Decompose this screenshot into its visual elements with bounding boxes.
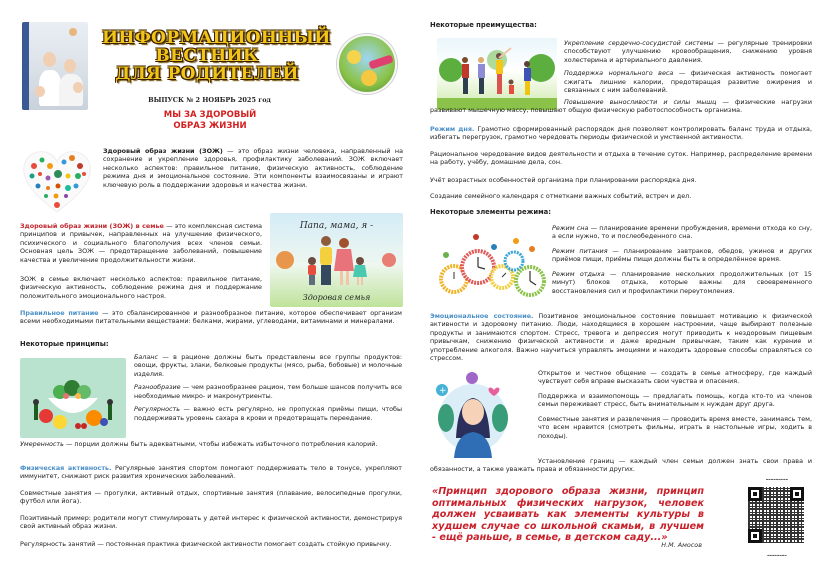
regime-text: — планирование нескольких продолжительных (от 15 минут) блоков отдыха, которые важны для своевременного восстановления сил и профилактики переутомления.	[552, 269, 813, 295]
principle-item	[134, 405, 402, 422]
benefit-text: — физическая активность помогает сжигать лишние калории, предотвращая развитие ожирения и связанных с ним заболеваний.	[564, 69, 812, 95]
regime-item	[552, 270, 812, 295]
newsletter-title	[102, 28, 331, 84]
subtitle-line: ОБРАЗ ЖИЗНИ	[173, 120, 247, 131]
benefit-term: Укрепление сердечно-сосудистой системы	[564, 39, 714, 47]
emotion-paragraph	[430, 312, 812, 363]
emotion-item: Установление границ — каждый член семьи должен знать свои права и обязанности, а также уважать права и обязанности других.	[430, 457, 812, 474]
principle-text: — чем разнообразнее рацион, тем больше шансов получить все необходимые микро- и макронутриенты.	[134, 383, 402, 400]
benefit-item	[564, 69, 812, 94]
regime-list	[552, 224, 812, 295]
healthy-lifestyle-heart-icons	[20, 146, 94, 214]
salad-bowl-illustration	[20, 358, 126, 438]
family-cover-photo	[22, 22, 88, 110]
kindergarten-emblem	[337, 34, 397, 94]
principle-text: — порции должны быть адекватными, чтобы избежать избыточного потребления калорий.	[63, 440, 378, 448]
principles-list	[134, 353, 402, 422]
routine-item: Рациональное чередование видов деятельности и отдыха в течение суток. Например, распределение времени на работу, учёбу, домашние дела, сон.	[430, 150, 812, 167]
family-caption-top: Папа, мама, я -	[299, 221, 374, 231]
intro-term: Здоровый образ жизни (ЗОЖ)	[103, 147, 223, 155]
activity-item: Позитивный пример: родители могут стимулировать у детей интерес к физической активности, демонстрируя свой активный образ жизни.	[20, 514, 402, 531]
intro-text: — это образ жизни человека, направленный на сохранение и укрепление здоровья, профилактику заболеваний. ЗОЖ включает несколько аспектов: правильное питание, физическую активность, соблюдение режима дня и эмоциональное состояние. Эти компоненты взаимосвязаны и играют ключевую роль в поддержании здоровья и качества жизни.	[103, 147, 403, 189]
principle-text: — в рационе должны быть представлены все группы продуктов: овощи, фрукты, злаки, белковые продукты (мясо, рыба, бобовые) и молочные изделия.	[134, 353, 402, 378]
amosov-quote: «Принцип здорового образа жизни, принцип оптимальных физических нагрузок, человек должен усваивать как элементы культуры в худшем случае со школьной скамьи, в лучшем - ещё раньше, в семье, в детском саду...»	[432, 486, 704, 543]
routine-text: Грамотно сформированный распорядок дня позволяет контролировать баланс труда и отдыха, избегать перегрузок, грамотно чередовать периоды физической и умственной активности.	[430, 125, 813, 142]
meditating-woman-illustration	[428, 368, 518, 458]
emotion-list	[538, 369, 812, 440]
activity-item: Совместные занятия — прогулки, активный отдых, спортивные занятия (плавание, велосипедные прогулки, футбол или йога).	[20, 489, 402, 506]
regime-item	[552, 247, 812, 264]
benefit-term: Поддержка нормального веса	[564, 69, 674, 78]
title-line: ИНФОРМАЦИОННЫЙ	[102, 28, 331, 48]
benefit-text: — регулярные тренировки способствуют улучшению кровообращения, снижению уровня холестерина и артериального давления.	[564, 39, 812, 64]
regime-text: — планирование завтраков, обедов, ужинов и других приёмов пищи, приёмы пищи должны быть в определённое время.	[552, 246, 812, 264]
principles-heading: Некоторые принципы:	[20, 340, 109, 348]
routine-term: Режим дня.	[430, 125, 475, 133]
newsletter-subtitle	[130, 110, 290, 131]
right-page	[410, 0, 820, 574]
benefit-item	[430, 98, 812, 115]
regime-term: Режим питания	[552, 246, 608, 255]
principle-term: Умеренность	[20, 440, 64, 448]
nutrition-text: — это сбалансированное и разнообразное питание, которое обеспечивает организм всеми необходимыми питательными веществами: белками, жирами, углеводами, витаминами и минералами.	[20, 309, 403, 326]
issue-number: ВЫПУСК № 2 НОЯБРЬ 2025 год	[148, 96, 271, 104]
regime-text: — планирование времени пробуждения, времени отхода ко сну, а если нужно, то и послеобеденного сна.	[552, 224, 812, 241]
emotion-text: Позитивное эмоциональное состояние повышает мотивацию к физической активности и здоровому питанию. Люди, находящиеся в хорошем настроении, чаще выбирают полезные продукты и занимаются спортом. Стресс, тревога и депрессия могут приводить к нездоровым пищевым привычкам, снижению физической активности и даже вредным привычкам, таким как курение и употребление алкоголя. Важно научиться управлять эмоциями и находить здоровые способы справляться со стрессом.	[430, 312, 813, 363]
regime-term: Режим сна	[552, 224, 589, 232]
emotion-item: Поддержка и взаимопомощь — предлагать помощь, когда кто-то из членов семьи переживает стресс, быть внимательным к нуждам друг друга.	[538, 391, 812, 409]
nutrition-term: Правильное питание	[20, 309, 99, 317]
principle-term: Разнообразие	[134, 383, 181, 392]
subtitle-line: МЫ ЗА ЗДОРОВЫЙ	[163, 110, 257, 120]
family-zozh-term: Здоровый образ жизни (ЗОЖ) в семье	[20, 222, 164, 230]
activity-term: Физическая активность.	[20, 464, 112, 472]
benefit-text: — физические нагрузки развивают мышечную массу, повышают общую физическую работоспособность организма.	[430, 98, 812, 115]
regime-item	[552, 224, 812, 241]
emotion-item: Открытое и честное общение — создать в семье атмосферу, где каждый чувствует себя вправе высказать свои чувства и опасения.	[538, 369, 812, 386]
title-line: ДЛЯ РОДИТЕЛЕЙ	[115, 63, 299, 84]
benefit-term: Повышение выносливости и силы мышц	[564, 98, 717, 106]
qr-finder-pattern	[748, 529, 762, 543]
qr-finder-pattern	[748, 487, 762, 501]
svg-text:+: +	[439, 386, 447, 396]
family-zozh-text: — это комплексная система принципов и привычек, направленных на улучшение физического, психического и социального благополучия всех членов семьи. Основная цель ЗОЖ — предотвращение заболеваний, повышение качества и увеличение продолжительности жизни.	[20, 222, 262, 264]
qr-finder-pattern	[790, 487, 804, 501]
qr-caption-top: ▬▬▬▬▬▬▬▬▬	[765, 478, 789, 481]
emotion-term: Эмоциональное состояние.	[430, 312, 534, 320]
activity-paragraph	[20, 464, 402, 481]
family-aspects-paragraph: ЗОЖ в семье включает несколько аспектов: правильное питание, физическую активность, соблюдение режима дня и поддержание положительного эмоционального настроя.	[20, 275, 262, 300]
activity-item: Регулярность занятий — постоянная практика физической активности помогает создать стойкую привычку.	[20, 540, 392, 548]
principle-item	[134, 353, 402, 378]
routine-item: Создание семейного календаря с отметками важных событий, встреч и дел.	[430, 192, 692, 200]
quote-author: Н.М. Амосов	[661, 541, 702, 549]
family-caption-bottom: Здоровая семья	[302, 293, 371, 302]
title-line: ВЕСТНИК	[155, 45, 259, 66]
regime-term: Режим отдыха	[552, 269, 605, 278]
principle-term: Регулярность	[134, 405, 181, 414]
regime-heading: Некоторые элементы режима:	[430, 208, 551, 216]
healthy-family-picture	[270, 213, 403, 307]
family-zozh-paragraph	[20, 222, 262, 264]
activity-text: Регулярные занятия спортом помогают поддерживать тело в тонусе, укрепляют иммунитет, снижают риск развития хронических заболеваний.	[20, 464, 402, 481]
benefit-item	[564, 39, 812, 64]
intro-paragraph	[103, 147, 403, 189]
principle-item	[20, 440, 402, 448]
routine-item: Учёт возрастных особенностей организма при планировании распорядка дня.	[430, 176, 697, 184]
principle-text: — важно есть регулярно, не пропуская приёмы пищи, чтобы поддерживать уровень сахара в крови и предотвращать переедание.	[134, 405, 402, 422]
benefits-heading: Некоторые преимущества:	[430, 21, 537, 29]
qr-code[interactable]	[741, 477, 813, 563]
principle-item	[134, 383, 402, 400]
benefits-list	[564, 39, 812, 95]
nutrition-paragraph	[20, 309, 402, 326]
qr-caption-bottom: ▬▬▬▬▬▬▬▬	[767, 554, 787, 557]
principle-term: Баланс	[134, 353, 158, 361]
emotion-item: Совместные занятия и развлечения — проводить время вместе, занимаясь тем, что всем нравится (смотреть фильмы, играть в настольные игры, ходить в походы).	[538, 414, 812, 440]
daily-routine-clocks-illustration	[432, 225, 546, 303]
routine-paragraph	[430, 125, 812, 142]
